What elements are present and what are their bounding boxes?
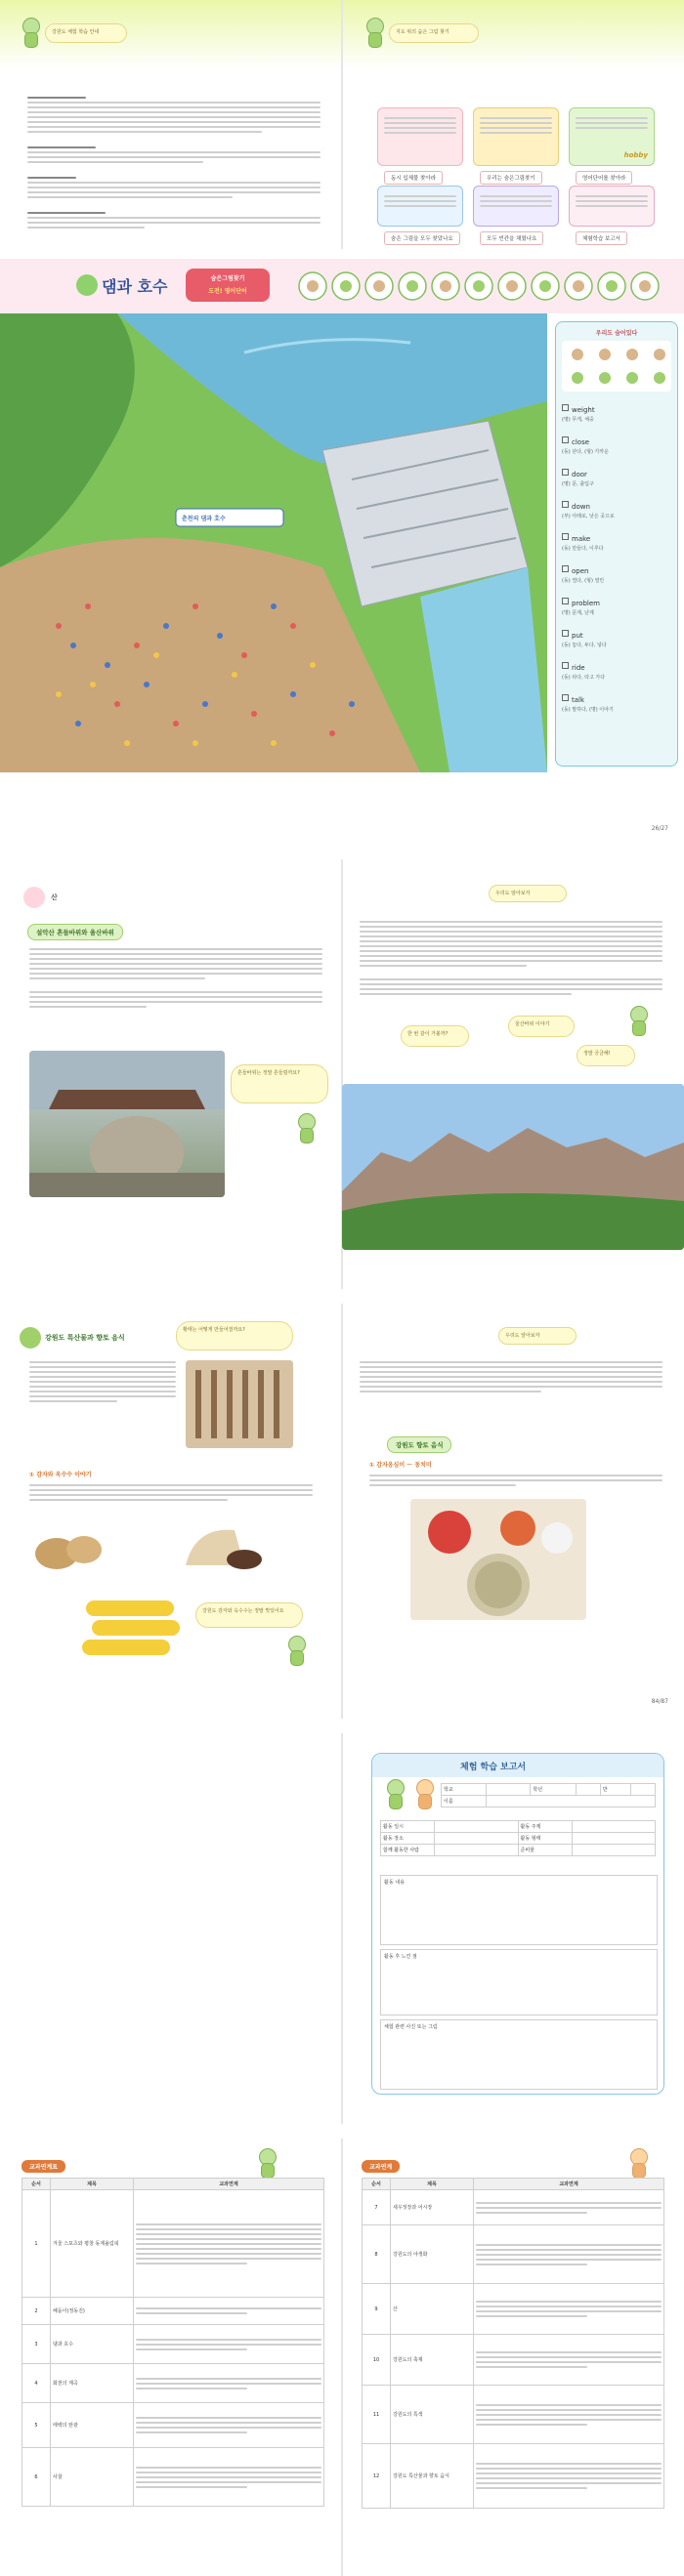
header-bubble: 우리도 알아보자 [498,1327,577,1345]
word-item [562,623,671,649]
right-text-2 [369,1472,663,1489]
row-title: 강원도의 축제 [391,2335,474,2386]
mascot-right [625,1006,651,1037]
hidden-items-box [562,341,671,392]
word-en: problem [572,600,600,607]
class-input[interactable] [631,1784,656,1796]
row-title: 새우젓장과 어시장 [391,2190,474,2225]
row-title: 댐과 호수 [51,2325,134,2364]
word-item [562,591,671,617]
mascot-right [411,1779,437,1810]
col-title: 제목 [391,2179,474,2190]
word-en: ride [572,664,585,672]
checkbox[interactable] [562,469,569,476]
date-input[interactable] [435,1821,519,1833]
guide-card-3 [569,107,655,182]
etc-label: 준비물 [518,1845,572,1856]
activity-label: 활동 내용 [384,1880,405,1886]
word-ko: (동) 만들다, 이루다 [562,546,604,552]
row-link [134,2364,324,2403]
section-title: 설악산 흔들바위와 울산바위 [27,924,123,940]
row-title: 강원도의 특색 [391,2386,474,2444]
table-row [22,2298,324,2325]
guide-card-1-caption: 동시 입체물 찾아라 [384,171,443,185]
row-link [474,2444,664,2509]
checkbox[interactable] [562,501,569,508]
corn-art [78,1593,186,1661]
checkbox[interactable] [562,533,569,540]
header-bubble-left: 강원도 체험 학습 안내 [45,23,127,43]
guide-card-5-caption: 모두 빈칸을 채웠나요 [480,231,543,245]
potato-photo [29,1520,107,1579]
row-link [134,2298,324,2325]
row-title: 태백의 탄광 [51,2403,134,2448]
row-no: 9 [363,2284,391,2335]
col-link: 교과연계 [474,2179,664,2190]
mountain-photo-art [342,1084,684,1250]
dried-fish-art [186,1360,293,1448]
checkbox[interactable] [562,598,569,604]
word-list-header: 우리도 숨어있다 [595,330,638,337]
report-info-table [380,1820,656,1856]
hobby-label: hobby [623,151,648,159]
right-text [360,918,663,998]
report-title: 체험 학습 보고서 [460,1763,527,1772]
mountain-photo [342,1084,684,1250]
mascot [283,1636,309,1667]
word-ko: (명) 무게, 체중 [562,417,594,423]
row-link [474,2335,664,2386]
feelings-label: 활동 후 느낀 점 [384,1954,417,1960]
checkbox[interactable] [562,565,569,572]
row-link [474,2284,664,2335]
place-label: 활동 장소 [381,1833,435,1845]
row-no: 12 [363,2444,391,2509]
guide-card-3-caption: 영어단어를 찾아라 [576,171,632,185]
spread-food [0,1304,684,1719]
word-en: open [572,567,589,575]
table-row [363,2284,664,2335]
row-link [134,2325,324,2364]
row-title: 해돋이(정동진) [51,2298,134,2325]
spread-dam-lake [0,259,684,840]
food-art [410,1499,586,1620]
guide-card-2 [473,107,559,182]
right-text [360,1358,663,1395]
row-no: 4 [22,2364,51,2403]
name-input[interactable] [487,1796,656,1807]
etc-input[interactable] [572,1845,656,1856]
word-list-panel [555,321,678,767]
left-title: 교과연계표 [21,2160,65,2173]
report-form [371,1753,664,2095]
grade-input[interactable] [576,1784,600,1796]
section-title: 강원도 특산물과 향토 음식 [45,1334,125,1342]
photo-box[interactable] [380,2019,658,2090]
row-no: 1 [22,2190,51,2298]
word-item [562,397,671,424]
flower-icon [23,887,45,908]
left-table [21,2178,324,2507]
mascot-left [18,18,43,49]
page-numbers: 84/87 [651,1698,668,1705]
col-no: 순서 [363,2179,391,2190]
guide-card-5 [473,186,559,242]
row-no: 10 [363,2335,391,2386]
mascot [293,1113,319,1144]
topic-input[interactable] [572,1821,656,1833]
guide-card-4-caption: 숨은 그림을 모두 찾았나요 [384,231,460,245]
scene-banner: 춘천의 댐과 호수 [182,516,226,522]
bubble-2: 한 번 같이 가볼까? [401,1025,469,1047]
table-row [22,2448,324,2507]
place-input[interactable] [435,1833,519,1845]
header-bubble-right: 지도 위의 숨은 그림 찾기 [389,23,479,43]
leaf-icon [76,274,98,296]
checkbox[interactable] [562,404,569,411]
col-link: 교과연계 [134,2179,324,2190]
bubble-2: 강원도 감자와 옥수수는 정말 맛있어요 [195,1602,303,1628]
corn-photo [78,1593,186,1661]
sub-heading-right: 강원도 향토 음식 [387,1436,451,1453]
guide-card-1 [377,107,463,182]
report-id-table [441,1783,656,1807]
page-title: 댐과 호수 [102,277,168,296]
footer-band [0,772,684,840]
word-item [562,687,671,714]
beans-art [176,1517,264,1575]
row-link [134,2403,324,2448]
spread-mountain [0,859,684,1289]
sub-heading-left: ① 감자와 옥수수 이야기 [29,1472,92,1478]
bubble-1: 흔들바위는 정말 흔들릴까요? [231,1064,328,1103]
class-label: 반 [600,1784,630,1796]
spread-curriculum [0,2139,684,2576]
dried-fish-photo [186,1360,293,1448]
table-row [22,2403,324,2448]
school-input[interactable] [487,1784,531,1796]
hidden-items-strip [293,267,674,306]
row-link [474,2386,664,2444]
word-ko: (동) 닫다, (형) 가까운 [562,449,609,455]
guide-card-4 [377,186,463,242]
hidden-items-icons [293,267,674,306]
word-en: weight [572,406,595,414]
bubble-4: 정말 궁금해! [577,1045,635,1066]
row-title: 강원도의 야생화 [391,2225,474,2284]
type-label: 활동 형태 [518,1833,572,1845]
word-ko: (동) 말하다, (명) 이야기 [562,707,614,713]
row-link [474,2190,664,2225]
word-en: make [572,535,591,543]
col-title: 제목 [51,2179,134,2190]
table-row [363,2444,664,2509]
table-row [363,2335,664,2386]
activity-box[interactable] [380,1875,658,1945]
right-title: 교과연계 [362,2160,400,2173]
row-no: 3 [22,2325,51,2364]
word-item [562,494,671,520]
word-en: door [572,471,587,478]
dam-illustration [0,313,547,772]
rock-photo [29,1051,225,1197]
checkbox[interactable] [562,694,569,701]
left-text-2 [29,1481,313,1504]
row-no: 6 [22,2448,51,2507]
photo-label: 체험 관련 사진 또는 그림 [384,2024,438,2030]
date-label: 활동 일시 [381,1821,435,1833]
guide-card-2-caption: 우리는 숨은그림찾기 [480,171,542,185]
header-bubble: 우리도 알아보자 [489,885,567,902]
left-text [29,945,322,1011]
name-label: 이름 [442,1796,487,1807]
row-no: 5 [22,2403,51,2448]
word-en: talk [572,696,585,704]
word-ko: (명) 문, 출입구 [562,481,594,487]
checkbox[interactable] [562,630,569,637]
row-title: 사찰 [51,2448,134,2507]
bubble-3: 울산바위 이야기 [508,1016,575,1037]
row-title: 겨울 스포츠와 평창 동계올림픽 [51,2190,134,2298]
beans-photo [176,1517,264,1575]
small-label: 산 [51,893,58,901]
planner-input[interactable] [435,1845,519,1856]
row-link [134,2448,324,2507]
challenge-badge [186,269,270,302]
row-no: 2 [22,2298,51,2325]
mascot-right [625,2148,651,2180]
row-link [474,2225,664,2284]
word-item [562,462,671,488]
checkbox[interactable] [562,436,569,443]
badge-top: 숨은그림찾기 [210,275,245,282]
word-item [562,559,671,585]
topic-label: 활동 주제 [518,1821,572,1833]
word-item [562,430,671,456]
school-label: 학교 [442,1784,487,1796]
row-no: 11 [363,2386,391,2444]
table-row [22,2364,324,2403]
intro-text-block [27,94,321,231]
hidden-items-grid [562,341,671,392]
word-en: down [572,503,590,511]
word-ko: (명) 문제, 난제 [562,610,594,616]
word-en: close [572,438,590,446]
spine [341,1304,343,1719]
word-en: put [572,632,583,640]
word-item [562,526,671,553]
planner-label: 함께 활동한 사람 [381,1845,435,1856]
row-title: 화천의 계곡 [51,2364,134,2403]
bubble-1: 황태는 어떻게 만들어질까요? [176,1321,293,1350]
dam-scene [0,313,547,772]
col-no: 순서 [22,2179,51,2190]
spread-report [0,1733,684,2124]
left-text [29,1358,176,1405]
row-title: 산 [391,2284,474,2335]
row-no: 8 [363,2225,391,2284]
table-row [363,2386,664,2444]
spread-intro [0,0,684,249]
right-table [362,2178,664,2509]
word-item [562,655,671,682]
page-numbers: 26/27 [651,825,668,832]
type-input[interactable] [572,1833,656,1845]
mascot-left [382,1779,407,1810]
table-row [22,2190,324,2298]
word-ko: (동) 타다, 타고 가다 [562,675,606,681]
food-photo [410,1499,586,1620]
word-ko: (부) 아래로, 낮은 곳으로 [562,514,615,519]
spine [341,2139,343,2576]
word-ko: (동) 열다, (형) 열린 [562,578,605,584]
badge-bottom: 도전! 영어단어 [208,288,247,295]
feelings-box[interactable] [380,1949,658,2015]
spine [341,1733,343,2124]
row-link [134,2190,324,2298]
guide-card-6-caption: 체험학습 보고서 [576,231,627,245]
rock-photo-art [29,1051,225,1197]
checkbox[interactable] [562,662,569,669]
row-no: 7 [363,2190,391,2225]
spine [341,0,343,249]
grade-label: 학년 [531,1784,576,1796]
table-row [22,2325,324,2364]
row-title: 강원도 특산물과 향토 음식 [391,2444,474,2509]
leaf-icon [20,1327,41,1349]
sub-item-right: ① 감자옹심이 ～ 동치미 [369,1462,432,1469]
mascot-left [254,2148,279,2180]
word-ko: (동) 놓다, 두다, 넣다 [562,643,607,648]
mascot-right [362,18,387,49]
table-row [363,2225,664,2284]
table-row [363,2190,664,2225]
potato-art [29,1520,107,1579]
guide-card-6 [569,186,655,242]
